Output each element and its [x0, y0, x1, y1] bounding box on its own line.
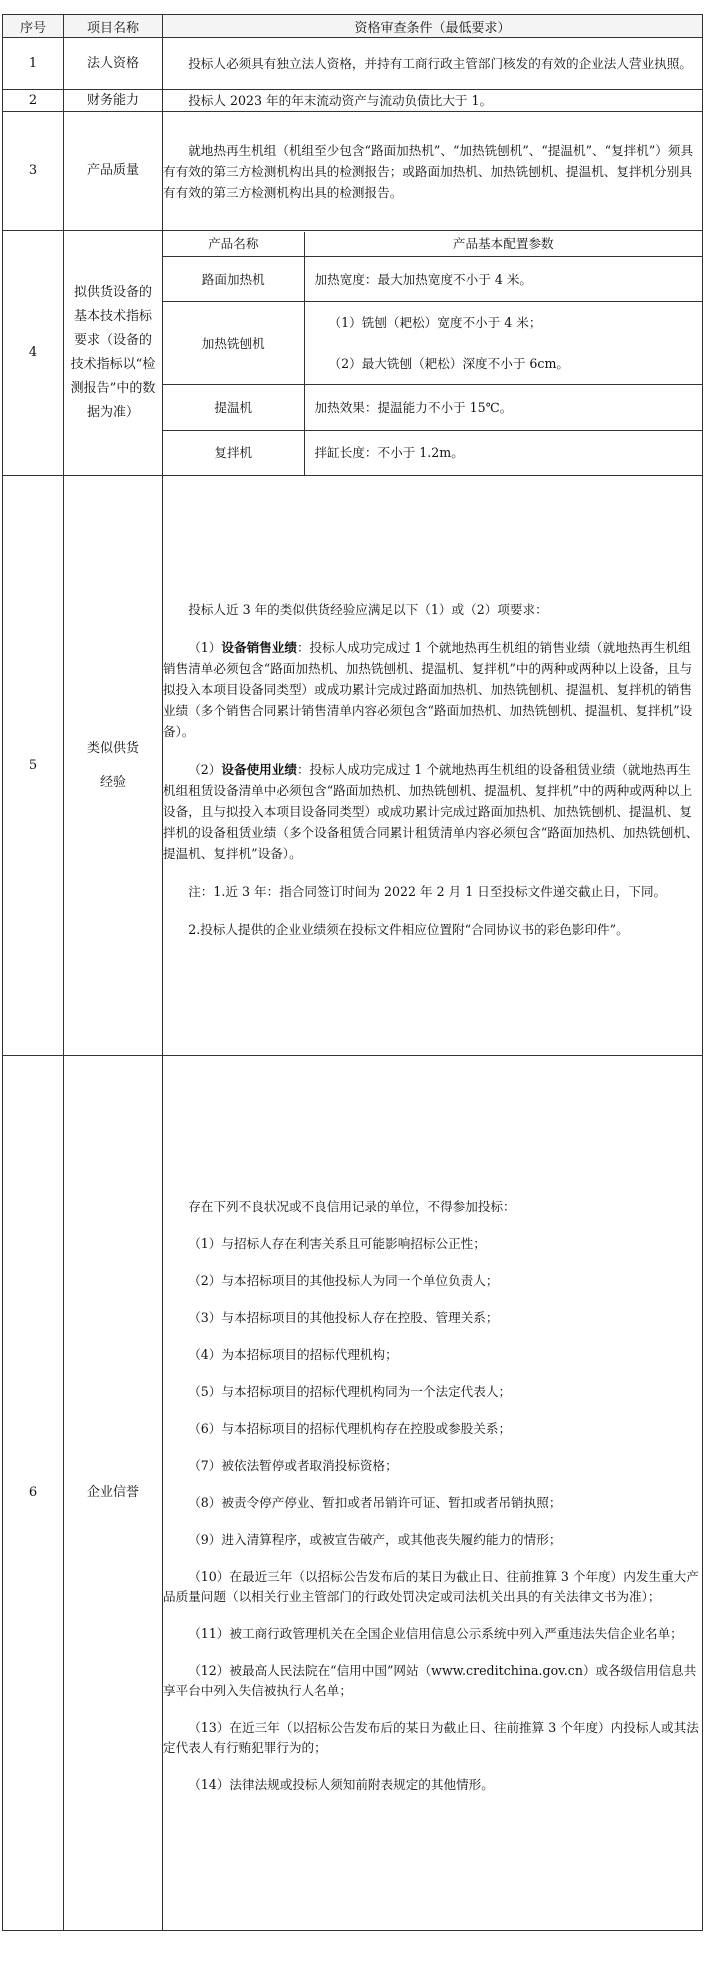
credit-item: （11）被工商行政管理机关在全国企业信用信息公示系统中列入严重违法失信企业名单；	[188, 1626, 683, 1641]
credit-item: （1）与招标人存在利害关系且可能影响招标公正性；	[188, 1236, 486, 1251]
row-condition	[163, 1056, 703, 1931]
row-condition	[163, 38, 703, 90]
spec-params	[304, 302, 702, 385]
note-2: 2.投标人提供的企业业绩须在投标文件相应位置附“合同协议书的彩色影印件”。	[188, 922, 629, 937]
row-name-line: 类似供货	[86, 740, 139, 756]
lease-label: 设备使用业绩	[221, 762, 297, 777]
row-name-line: 经验	[99, 774, 126, 790]
spec-param-line: （1）铣刨（耙松）宽度不小于 4 米；	[328, 315, 542, 330]
row-condition	[163, 476, 703, 1056]
spec-product: 复拌机	[163, 431, 304, 475]
spec-params	[304, 257, 702, 302]
lease-text: ：投标人成功完成过 1 个就地热再生机组的设备租赁业绩（就地热再生机组租赁设备清单中必须包含“路面加热机、加热铣刨机、提温机、复拌机”中的两种或两种以上设备，且与拟投入本项目设备同类型）或成功累计完成过路面加热机、加热铣刨机、提温机、复拌机的设备租赁业绩（多个设备租赁合同累计租赁清单内容必须包含“路面加热机、加热铣刨机、提温机、复拌机”设备）。	[163, 762, 699, 861]
spec-param-line: 拌缸长度：不小于 1.2m。	[314, 445, 464, 461]
row-name: 企业信誉	[64, 1056, 163, 1931]
spec-row	[163, 257, 702, 302]
credit-item: （9）进入清算程序，或被宣告破产，或其他丧失履约能力的情形；	[188, 1532, 562, 1547]
condition-text: 投标人必须具有独立法人资格，并持有工商行政主管部门核发的有效的企业法人营业执照。	[188, 56, 692, 71]
credit-item: （5）与本招标项目的招标代理机构同为一个法定代表人；	[188, 1384, 512, 1399]
row-no: 3	[3, 112, 64, 231]
spec-param-line: 加热宽度：最大加热宽度不小于 4 米。	[314, 271, 533, 287]
spec-row	[163, 385, 702, 431]
spec-params	[304, 431, 702, 475]
spec-product: 提温机	[163, 385, 304, 431]
row-name: 财务能力	[64, 90, 163, 112]
row-no: 2	[3, 90, 64, 112]
spec-table	[163, 232, 702, 475]
spec-params	[304, 385, 702, 431]
spec-header-params: 产品基本配置参数	[304, 232, 702, 257]
table-row	[3, 38, 703, 90]
spec-row	[163, 302, 702, 385]
row-name	[64, 476, 163, 1056]
row-name: 拟供货设备的基本技术指标要求（设备的技术指标以“检测报告”中的数据为准）	[64, 231, 163, 476]
spec-param-line: （2）最大铣刨（耙松）深度不小于 6cm。	[328, 356, 570, 371]
spec-param-line: 加热效果：提温能力不小于 15℃。	[314, 400, 513, 415]
credit-item: （6）与本招标项目的招标代理机构存在控股或参股关系；	[188, 1421, 512, 1436]
sales-label: 设备销售业绩	[221, 640, 297, 655]
row-condition	[163, 112, 703, 231]
row-no: 6	[3, 1056, 64, 1931]
table-row	[3, 112, 703, 231]
table-header-row	[3, 15, 703, 38]
lease-record	[163, 759, 702, 864]
credit-item: （3）与本招标项目的其他投标人存在控股、管理关系；	[188, 1310, 499, 1325]
spec-header-row	[163, 232, 702, 257]
credit-item: （2）与本招标项目的其他投标人为同一个单位负责人；	[188, 1273, 499, 1288]
credit-item: （10）在最近三年（以招标公告发布后的某日为截止日、往前推算 3 个年度）内发生重大产品质量问题（以相关行业主管部门的行政处罚决定或司法机关出具的有关法律文书为准）；	[163, 1569, 699, 1604]
row-name: 产品质量	[64, 112, 163, 231]
header-name: 项目名称	[64, 15, 163, 38]
credit-item: （7）被依法暂停或者取消投标资格；	[188, 1458, 398, 1473]
row-condition	[163, 90, 703, 112]
table-row	[3, 231, 703, 476]
row-no: 5	[3, 476, 64, 1056]
table-row	[3, 90, 703, 112]
sales-record	[163, 637, 702, 742]
credit-item: （8）被责令停产停业、暂扣或者吊销许可证、暂扣或者吊销执照；	[188, 1495, 562, 1510]
credit-item: （13）在近三年（以招标公告发布后的某日为截止日、往前推算 3 个年度）内投标人或其法定代表人有行贿犯罪行为的；	[163, 1720, 699, 1755]
table-row	[3, 476, 703, 1056]
condition-intro: 投标人近 3 年的类似供货经验应满足以下（1）或（2）项要求：	[188, 602, 548, 617]
condition-text: 就地热再生机组（机组至少包含“路面加热机”、“加热铣刨机”、“提温机”、“复拌机”）须具有有效的第三方检测机构出具的检测报告；或路面加热机、加热铣刨机、提温机、复拌机分别具有有效的第三方检测机构出具的检测报告。	[163, 142, 694, 200]
condition-text: 投标人 2023 年的年末流动资产与流动负债比大于 1。	[188, 93, 493, 108]
credit-item: （14）法律法规或投标人须知前附表规定的其他情形。	[188, 1777, 494, 1792]
spec-row	[163, 431, 702, 475]
condition-intro: 存在下列不良状况或不良信用记录的单位，不得参加投标：	[188, 1199, 516, 1214]
row-name: 法人资格	[64, 38, 163, 90]
row-condition	[163, 231, 703, 476]
spec-product: 加热铣刨机	[163, 302, 304, 385]
spec-header-product: 产品名称	[163, 232, 304, 257]
table-row	[3, 1056, 703, 1931]
lease-prefix: （2）	[188, 762, 222, 777]
header-no: 序号	[3, 15, 64, 38]
credit-item: （12）被最高人民法院在“信用中国”网站（www.creditchina.gov.cn）或各级信用信息共享平台中列入失信被执行人名单；	[163, 1663, 697, 1698]
row-no: 4	[3, 231, 64, 476]
sales-prefix: （1）	[188, 640, 222, 655]
qualification-table	[2, 14, 703, 1931]
credit-items	[163, 1217, 702, 1795]
sales-text: ：投标人成功完成过 1 个就地热再生机组的销售业绩（就地热再生机组销售清单必须包含“路面加热机、加热铣刨机、提温机、复拌机”中的两种或两种以上设备，且与拟投入本项目设备同类型）或成功累计完成过路面加热机、加热铣刨机、提温机、复拌机的销售业绩（多个销售合同累计销售清单内容必须包含“路面加热机、加热铣刨机、提温机、复拌机”设备）。	[163, 640, 693, 739]
row-no: 1	[3, 38, 64, 90]
header-condition: 资格审查条件（最低要求）	[163, 15, 703, 38]
spec-product: 路面加热机	[163, 257, 304, 302]
note-1: 注：1.近 3 年：指合同签订时间为 2022 年 2 月 1 日至投标文件递交截止日，下同。	[188, 884, 667, 899]
credit-item: （4）为本招标项目的招标代理机构；	[188, 1347, 398, 1362]
